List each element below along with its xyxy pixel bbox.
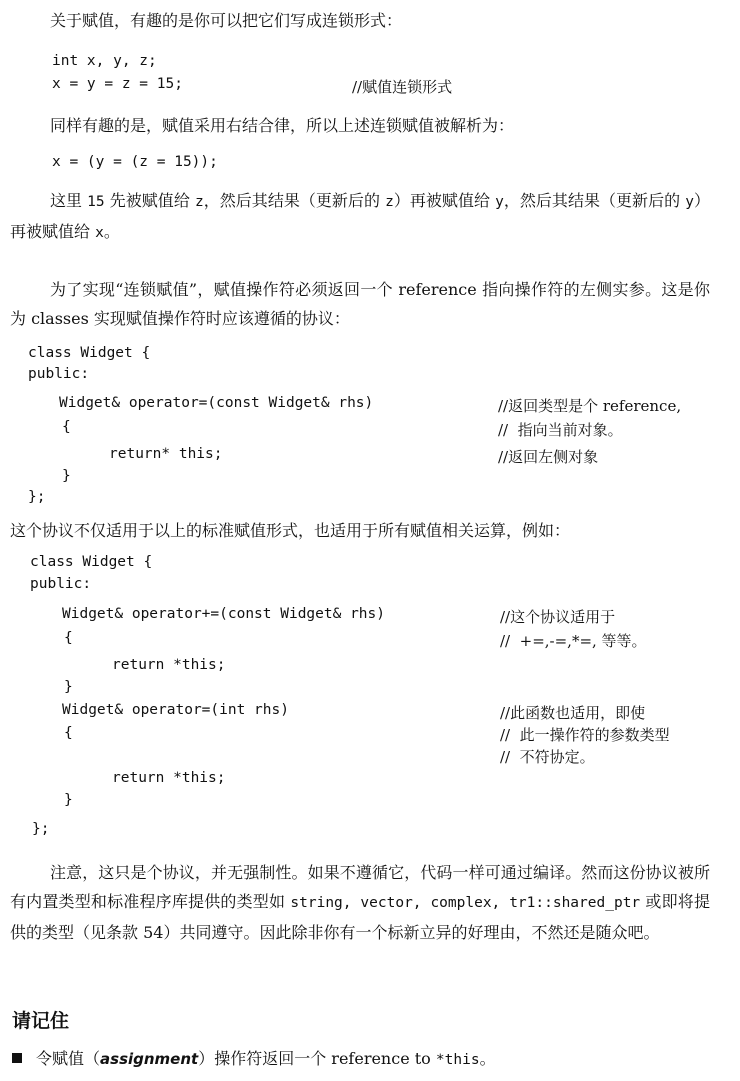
note-paragraph: 注意，这只是个协议，并无强制性。如果不遵循它，代码一样可通过编译。然而这份协议被所有内置类型和标准程序库提供的类型如 string, vector, complex, tr1::shared_ptr 或即将提供的类型（见条款 54）共同遵守。因此除非你有一个标新立异的好理由，不然还是随众吧。: [10, 863, 710, 942]
code-line: class Widget {: [30, 554, 153, 570]
code-line: }: [62, 468, 71, 484]
code-comment: //返回类型是个 reference,: [498, 397, 682, 415]
applies-paragraph: 这个协议不仅适用于以上的标准赋值形式，也适用于所有赋值相关运算，例如：: [10, 521, 571, 540]
code-comment: //这个协议适用于: [500, 608, 616, 626]
code-line: public:: [28, 366, 90, 382]
code-comment: //此函数也适用，即使: [500, 704, 646, 722]
code-comment: // 指向当前对象。: [498, 421, 623, 439]
code-line: {: [64, 725, 73, 741]
code-line: }: [64, 792, 73, 808]
code-line: return *this;: [112, 657, 226, 673]
code-comment: // 此一操作符的参数类型: [500, 726, 670, 744]
code-line: public:: [30, 576, 92, 592]
code-line: return* this;: [109, 446, 223, 462]
remember-bullet: 令赋值（assignment）操作符返回一个 reference to *this。: [12, 1044, 496, 1075]
code-comment: // +=,-=,*=, 等等。: [500, 632, 647, 650]
square-bullet-icon: [12, 1053, 22, 1063]
code-line: Widget& operator=(const Widget& rhs): [59, 395, 374, 411]
code-line: Widget& operator=(int rhs): [62, 702, 289, 718]
protocol-paragraph: 为了实现“连锁赋值”，赋值操作符必须返回一个 reference 指向操作符的左侧实参。这是你为 classes 实现赋值操作符时应该遵循的协议：: [10, 280, 710, 328]
code-comment: //返回左侧对象: [498, 448, 599, 466]
code-line: int x, y, z;: [52, 53, 157, 69]
code-comment: //赋值连锁形式: [352, 78, 453, 96]
code-comment: // 不符协定。: [500, 748, 595, 766]
explain-paragraph: 这里 15 先被赋值给 z，然后其结果（更新后的 z）再被赋值给 y，然后其结果（更新后的 y）再被赋值给 x。: [10, 191, 710, 241]
code-line: x = y = z = 15;: [52, 76, 183, 92]
code-line: };: [32, 821, 50, 837]
code-line: return *this;: [112, 770, 226, 786]
code-line: Widget& operator+=(const Widget& rhs): [62, 606, 386, 622]
remember-heading: 请记住: [12, 1010, 70, 1032]
intro-paragraph: 关于赋值，有趣的是你可以把它们写成连锁形式：: [50, 11, 403, 30]
code-line: }: [64, 679, 73, 695]
code-line: {: [62, 419, 71, 435]
code-line: };: [28, 489, 46, 505]
right-assoc-paragraph: 同样有趣的是，赋值采用右结合律，所以上述连锁赋值被解析为：: [50, 116, 515, 135]
code-line-parsed: x = (y = (z = 15));: [52, 154, 218, 170]
code-line: {: [64, 630, 73, 646]
code-line: class Widget {: [28, 345, 151, 361]
